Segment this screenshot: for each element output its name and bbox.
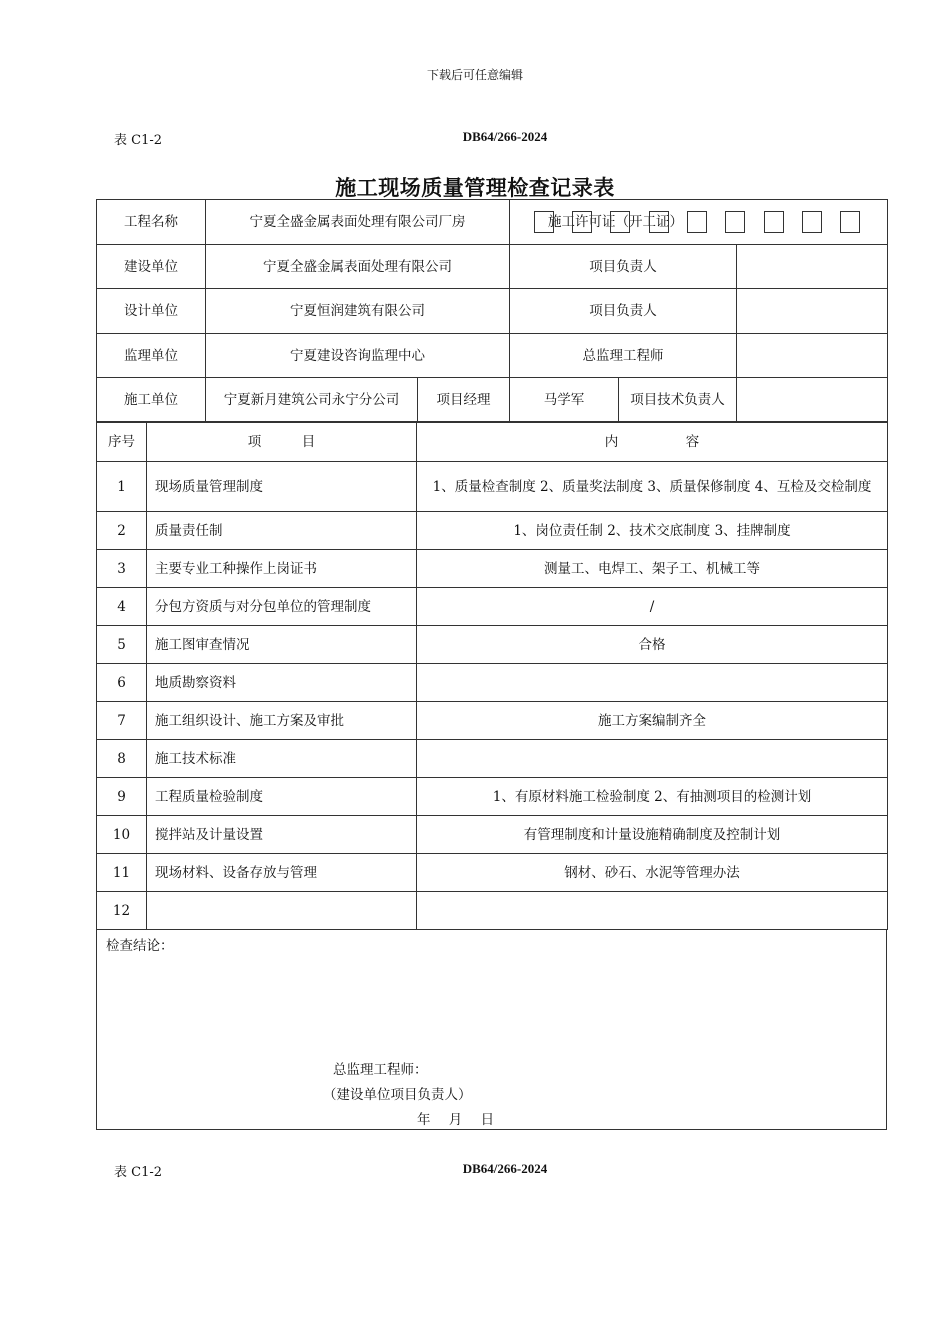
row-content: / [417, 588, 888, 626]
owner-lead-signature-label: （建设单位项目负责人） [323, 1087, 472, 1103]
row-content: 钢材、砂石、水泥等管理办法 [417, 854, 888, 892]
permit-digit-box[interactable] [534, 211, 554, 233]
row-content: 施工方案编制齐全 [417, 702, 888, 740]
permit-label: 施工许可证（开工证） [548, 214, 683, 230]
download-notice: 下载后可任意编辑 [426, 68, 523, 82]
row-content: 合格 [417, 626, 888, 664]
row-item: 现场质量管理制度 [147, 462, 417, 512]
table-row [97, 740, 888, 778]
form-number: 表 C1-2 [114, 133, 163, 148]
row-item: 施工技术标准 [147, 740, 417, 778]
row-item: 分包方资质与对分包单位的管理制度 [147, 588, 417, 626]
form-number-footer: 表 C1-2 [114, 1165, 163, 1180]
header-item: 项 目 [147, 422, 417, 462]
row-content: 1、质量检查制度 2、质量奖法制度 3、质量保修制度 4、互检及交检制度 [417, 462, 888, 512]
supervisor-value: 宁夏建设咨询监理中心 [206, 334, 510, 378]
owner-label: 建设单位 [97, 245, 206, 289]
conclusion-label: 检查结论： [106, 938, 174, 954]
permit-digit-box[interactable] [649, 211, 669, 233]
pm-value: 马学军 [510, 378, 619, 423]
table-row [97, 854, 888, 892]
owner-lead-value [737, 245, 888, 289]
row-no: 1 [97, 462, 147, 512]
design-lead-label: 项目负责人 [510, 289, 737, 334]
row-content [417, 664, 888, 702]
supervisor-label: 监理单位 [97, 334, 206, 378]
permit-digit-box[interactable] [572, 211, 592, 233]
row-no: 7 [97, 702, 147, 740]
owner-lead-label: 项目负责人 [510, 245, 737, 289]
header-content: 内 容 [417, 422, 888, 462]
table-row [97, 626, 888, 664]
design-value: 宁夏恒润建筑有限公司 [206, 289, 510, 334]
row-item [147, 892, 417, 930]
standard-code: DB64/266-2024 [462, 129, 548, 144]
permit-digit-box[interactable] [687, 211, 707, 233]
row-no: 3 [97, 550, 147, 588]
table-row [97, 512, 888, 550]
design-lead-value [737, 289, 888, 334]
row-item: 施工图审查情况 [147, 626, 417, 664]
table-row [97, 550, 888, 588]
tech-lead-value [737, 378, 888, 423]
row-content: 测量工、电焊工、架子工、机械工等 [417, 550, 888, 588]
row-no: 6 [97, 664, 147, 702]
page-title: 施工现场质量管理检查记录表 [335, 175, 615, 200]
signature-date: 年 月 日 [417, 1112, 495, 1128]
row-content [417, 892, 888, 930]
table-row [97, 816, 888, 854]
row-no: 10 [97, 816, 147, 854]
project-name-value: 宁夏全盛金属表面处理有限公司厂房 [206, 200, 510, 245]
project-name-label: 工程名称 [97, 200, 206, 245]
design-label: 设计单位 [97, 289, 206, 334]
header-no: 序号 [97, 422, 147, 462]
table-row [97, 892, 888, 930]
permit-digit-box[interactable] [725, 211, 745, 233]
table-row [97, 664, 888, 702]
table-row [97, 778, 888, 816]
row-item: 主要专业工种操作上岗证书 [147, 550, 417, 588]
chief-engineer-signature-label: 总监理工程师： [333, 1062, 428, 1078]
table-row [97, 702, 888, 740]
chief-engineer-value [737, 334, 888, 378]
row-no: 2 [97, 512, 147, 550]
row-item: 工程质量检验制度 [147, 778, 417, 816]
row-no: 12 [97, 892, 147, 930]
table-row [97, 588, 888, 626]
row-no: 9 [97, 778, 147, 816]
row-no: 5 [97, 626, 147, 664]
row-no: 11 [97, 854, 147, 892]
permit-digit-box[interactable] [764, 211, 784, 233]
owner-value: 宁夏全盛金属表面处理有限公司 [206, 245, 510, 289]
tech-lead-label: 项目技术负责人 [619, 378, 737, 423]
row-content: 1、岗位责任制 2、技术交底制度 3、挂牌制度 [417, 512, 888, 550]
permit-digit-box[interactable] [802, 211, 822, 233]
row-item: 现场材料、设备存放与管理 [147, 854, 417, 892]
row-item: 地质勘察资料 [147, 664, 417, 702]
row-content: 有管理制度和计量设施精确制度及控制计划 [417, 816, 888, 854]
items-table [96, 421, 888, 930]
row-item: 质量责任制 [147, 512, 417, 550]
row-item: 搅拌站及计量设置 [147, 816, 417, 854]
contractor-label: 施工单位 [97, 378, 206, 423]
row-content: 1、有原材料施工检验制度 2、有抽测项目的检测计划 [417, 778, 888, 816]
row-content [417, 740, 888, 778]
row-no: 8 [97, 740, 147, 778]
conclusion-section [96, 930, 887, 1130]
pm-label: 项目经理 [418, 378, 510, 423]
permit-digit-box[interactable] [610, 211, 630, 233]
standard-code-footer: DB64/266-2024 [462, 1161, 548, 1176]
row-no: 4 [97, 588, 147, 626]
chief-engineer-label: 总监理工程师 [510, 334, 737, 378]
permit-digit-box[interactable] [840, 211, 860, 233]
table-row [97, 462, 888, 512]
row-item: 施工组织设计、施工方案及审批 [147, 702, 417, 740]
contractor-value: 宁夏新月建筑公司永宁分公司 [206, 378, 418, 423]
